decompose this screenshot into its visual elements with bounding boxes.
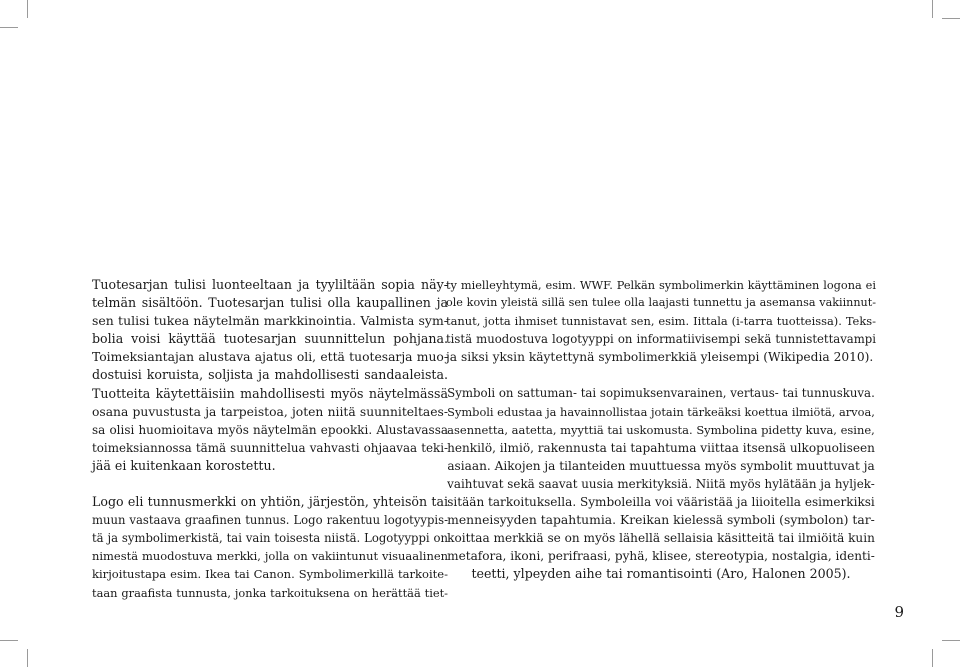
text-line: Tuotesarjan tulisi luonteeltaan ja tyyliltään sopia näy- [92, 277, 448, 292]
text-line: Symboli on sattuman- tai sopimuksenvarainen, vertaus- tai tunnuskuva. [447, 386, 875, 401]
page-number: 9 [894, 603, 904, 621]
text-line: menneisyyden tapahtumia. Kreikan kielessä symboli (symbolon) tar- [447, 513, 875, 528]
right-column [446, 276, 876, 584]
text-line: Symboli edustaa ja havainnollistaa jotain tärkeäksi koettua ilmiötä, arvoa, [447, 404, 875, 419]
text-line: jää ei kuitenkaan korostettu. [92, 457, 276, 473]
text-line: asennetta, aatetta, myyttiä tai uskomusta. Symbolina pidetty kuva, esine, [447, 422, 875, 437]
left-paragraph-2 [92, 493, 448, 602]
crop-mark-bottom-left [27, 649, 28, 667]
crop-mark-top-left [27, 0, 28, 18]
text-line: tä ja symbolimerkistä, tai vain toisesta niistä. Logotyyppi on [92, 531, 448, 546]
text-line: taan graafista tunnusta, jonka tarkoituksena on herättää tiet- [92, 585, 448, 600]
text-line: ja siksi yksin käytettynä symbolimerkkiä yleisempi (Wikipedia 2010). [446, 350, 874, 365]
text-line: toimeksiannossa tämä suunnittelua vahvasti ohjaavaa teki- [92, 440, 448, 455]
text-line: sitään tarkoituksella. Symboleilla voi vääristää ja liioitella esimerkiksi [447, 495, 875, 510]
text-line: tanut, jotta ihmiset tunnistavat sen, esim. Iittala (i-tarra tuotteissa). Teks- [446, 314, 876, 329]
right-paragraph-1 [446, 276, 876, 366]
text-line: henkilö, ilmiö, rakennusta tai tapahtuma viittaa itsensä ulkopuoliseen [447, 440, 875, 455]
text-line: nimestä muodostuva merkki, jolla on vakiintunut visuaalinen [92, 549, 448, 564]
crop-mark-bottom-right-horizontal [942, 640, 960, 641]
text-line: koittaa merkkiä se on myös lähellä sellaisia käsitteitä tai ilmiöitä kuin [447, 531, 875, 546]
text-line: sen tulisi tukea näytelmän markkinointia. Valmista sym- [92, 313, 448, 329]
text-line: Logo eli tunnusmerkki on yhtiön, järjestön, yhteisön tai [92, 494, 448, 510]
paragraph-gap [446, 366, 876, 384]
paragraph-gap [92, 475, 448, 493]
crop-mark-top-left-horizontal [0, 27, 18, 28]
crop-mark-bottom-right [932, 649, 933, 667]
left-column [92, 276, 448, 602]
right-paragraph-2 [446, 384, 876, 583]
text-line: kirjoitustapa esim. Ikea tai Canon. Symbolimerkillä tarkoite- [92, 567, 448, 582]
left-paragraph-1 [92, 276, 448, 475]
crop-mark-top-right-horizontal [942, 18, 960, 19]
text-line: sa olisi huomioitava myös näytelmän epookki. Alustavassa [92, 422, 448, 437]
text-line: tistä muodostuva logotyyppi on informatiivisempi sekä tunnistettavampi [446, 332, 876, 347]
text-line: Tuotteita käytettäisiin mahdollisesti myös näytelmässä [92, 385, 448, 401]
crop-mark-top-right [932, 0, 933, 18]
text-line: dostuisi koruista, soljista ja mahdollisesti sandaaleista. [92, 367, 448, 383]
crop-mark-bottom-left-horizontal [0, 640, 18, 641]
text-line: muun vastaava graafinen tunnus. Logo rakentuu logotyypis- [92, 513, 448, 528]
text-line: bolia voisi käyttää tuotesarjan suunnittelun pohjana. [92, 331, 448, 347]
text-line: metafora, ikoni, perifraasi, pyhä, klisee, stereotypia, nostalgia, identi- [447, 549, 875, 564]
text-line: Toimeksiantajan alustava ajatus oli, että tuotesarja muo- [92, 350, 448, 365]
text-line: teetti, ylpeyden aihe tai romantisointi (Aro, Halonen 2005). [471, 566, 851, 582]
text-line: vaihtuvat sekä saavat uusia merkityksiä. Niitä myös hylätään ja hyljek- [447, 476, 875, 491]
text-line: ole kovin yleistä sillä sen tulee olla laajasti tunnettu ja asemansa vakiinnut- [446, 296, 876, 310]
text-line: asiaan. Aikojen ja tilanteiden muuttuessa myös symbolit muuttuvat ja [447, 458, 875, 473]
text-line: telmän sisältöön. Tuotesarjan tulisi olla kaupallinen ja [92, 295, 448, 311]
text-line: osana puvustusta ja tarpeistoa, joten niitä suunniteltaes- [92, 404, 448, 419]
text-line: ty mielleyhtymä, esim. WWF. Pelkän symbolimerkin käyttäminen logona ei [446, 278, 876, 292]
